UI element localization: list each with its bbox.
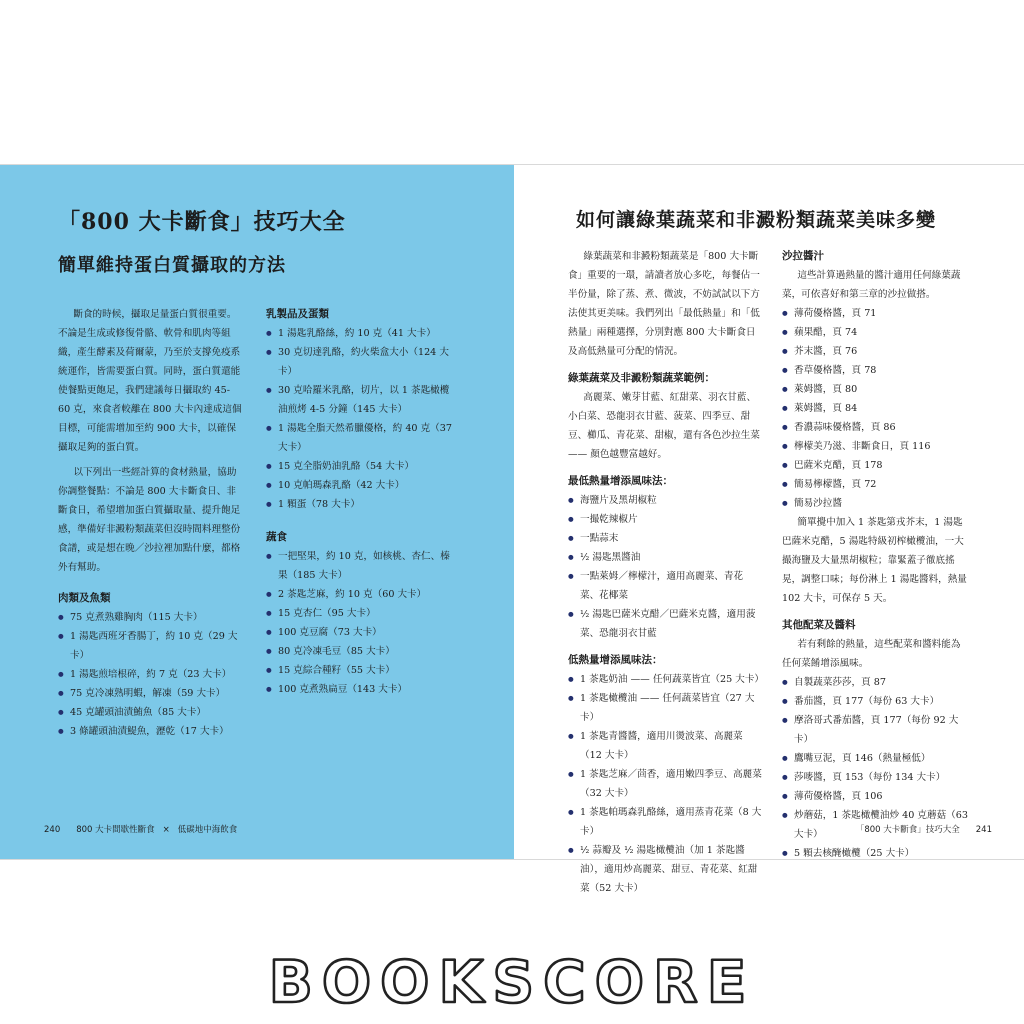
list-item: ● 10 克帕瑪森乳酪（42 大卡） [266, 476, 458, 495]
list-item: ● 1 茶匙奶油 —— 任何蔬菜皆宜（25 大卡） [568, 670, 762, 689]
lowest-cal-list [568, 491, 762, 643]
list-item: ● 萊姆醬，頁 80 [782, 380, 970, 399]
list-item: ● 1 茶匙帕瑪森乳酪絲，適用蒸青花菜（8 大卡） [568, 803, 762, 841]
book-spread [0, 164, 1024, 894]
list-item: ● 薄荷優格醬，頁 71 [782, 304, 970, 323]
list-item: ● 1 茶匙芝麻／茴香，適用嫩四季豆、高麗菜（32 大卡） [568, 765, 762, 803]
list-item: ● 15 克綜合種籽（55 大卡） [266, 661, 458, 680]
list-item: ● 自製蔬菜莎莎，頁 87 [782, 673, 970, 692]
sides-heading: 其他配菜及醬料 [782, 619, 856, 631]
list-item: ● 75 克煮熟雞胸肉（115 大卡） [58, 608, 242, 627]
list-item: ● 芥末醬，頁 76 [782, 342, 970, 361]
list-item: ● ½ 蒜瓣及 ½ 湯匙橄欖油（加 1 茶匙醬油），適用炒高麗菜、甜豆、青花菜、紅甜菜（52 大卡） [568, 841, 762, 898]
right-page [514, 165, 1024, 894]
list-item: ● 30 克切達乳酪，約火柴盒大小（124 大卡） [266, 343, 458, 381]
list-item: ● 15 克全脂奶油乳酪（54 大卡） [266, 457, 458, 476]
list-item: ● 1 茶匙橄欖油 —— 任何蔬菜皆宜（27 大卡） [568, 689, 762, 727]
intro-paragraph: 以下列出一些經計算的食材熱量，協助你調整餐點：不論是 800 大卡斷食日、非斷食日，希望增加蛋白質攝取量、提升飽足感，準備好非澱粉類蔬菜但沒時間料理整份食譜，或是想在晚／沙拉裡加點什麼，都格外有幫助。 [58, 467, 241, 573]
intro-paragraph: 綠葉蔬菜和非澱粉類蔬菜是「800 大卡斷食」重要的一環，請讀者放心多吃，每餐佔一半份量，除了蒸、煮、微波，不妨試試以下方法使其更美味。我們列出「最低熱量」和「低熱量」兩種選擇，分別對應 800 大卡斷食日及高低熱量可分配的情況。 [568, 251, 760, 357]
bookscore-logo [0, 948, 1024, 1022]
list-item: ● 蘋果醋，頁 74 [782, 323, 970, 342]
list-item: ● 100 克豆腐（73 大卡） [266, 623, 458, 642]
low-cal-heading: 低熱量增添風味法： [568, 654, 663, 666]
dressings-text: 這些計算過熱量的醬汁適用任何綠葉蔬菜，可依喜好和第三章的沙拉做搭。 [782, 270, 961, 300]
list-item: ● 1 顆蛋（78 大卡） [266, 495, 458, 514]
list-item: ● 1 湯匙全脂天然希臘優格，約 40 克（37 大卡） [266, 419, 458, 457]
list-item: ● 簡易檸檬醬，頁 72 [782, 475, 970, 494]
meat-fish-heading: 肉類及魚類 [58, 592, 111, 604]
veg-heading: 蔬食 [266, 531, 287, 543]
list-item: ● 15 克杏仁（95 大卡） [266, 604, 458, 623]
book-series: 800 大卡間歇性斷食 [76, 825, 155, 835]
lowest-cal-heading: 最低熱量增添風味法： [568, 475, 673, 487]
list-item: ● ½ 湯匙黑醬油 [568, 548, 762, 567]
left-folio [44, 823, 245, 835]
list-item: ● 45 克罐頭油漬鮪魚（85 大卡） [58, 703, 242, 722]
list-item: ● 簡易沙拉醬 [782, 494, 970, 513]
list-item: ● 1 湯匙西班牙香腸丁，約 10 克（29 大卡） [58, 627, 242, 665]
page-title: 「800 大卡斷食」技巧大全 [58, 209, 346, 235]
list-item: ● 一點蒜末 [568, 529, 762, 548]
list-item: ● 1 湯匙煎培根碎，約 7 克（23 大卡） [58, 665, 242, 684]
list-item: ● 3 條罐頭油漬鯷魚，瀝乾（17 大卡） [58, 722, 242, 741]
list-item: ● 摩洛哥式番茄醬，頁 177（每份 92 大卡） [782, 711, 970, 749]
examples-text: 高麗菜、嫩芽甘藍、紅甜菜、羽衣甘藍、小白菜、恐龍羽衣甘藍、菠菜、四季豆、甜豆、櫛瓜、青花菜、甜椒，還有各色沙拉生菜 —— 顏色越豐富越好。 [568, 392, 760, 460]
list-item: ● 巴薩米克醋，頁 178 [782, 456, 970, 475]
dairy-eggs-list [266, 324, 458, 514]
meat-fish-list [58, 608, 242, 741]
list-item: ● 80 克冷凍毛豆（85 大卡） [266, 642, 458, 661]
book-title: 低碳地中海飲食 [177, 825, 238, 835]
foods-column [266, 305, 458, 699]
list-item: ● 一撮乾辣椒片 [568, 510, 762, 529]
low-cal-list [568, 670, 765, 898]
list-item: ● 1 湯匙乳酪絲，約 10 克（41 大卡） [266, 324, 458, 343]
intro-column [58, 305, 242, 741]
list-item: ● 2 茶匙芝麻，約 10 克（60 大卡） [266, 585, 458, 604]
list-item: ● 75 克冷凍熟明蝦，解凍（59 大卡） [58, 684, 242, 703]
sides-text: 若有剩餘的熱量，這些配菜和醬料能為任何菜餚增添風味。 [782, 639, 961, 669]
list-item: ● 100 克煮熟扁豆（143 大卡） [266, 680, 458, 699]
running-title: 「800 大卡斷食」技巧大全 [855, 825, 960, 835]
list-item: ● 番茄醬，頁 177（每份 63 大卡） [782, 692, 970, 711]
watermark-wordmark [262, 948, 762, 1018]
veg-tips-column [568, 247, 765, 898]
list-item: ● ½ 湯匙巴薩米克醋／巴薩米克醬，適用菠菜、恐龍羽衣甘藍 [568, 605, 762, 643]
list-item: ● 一把堅果，約 10 克，如核桃、杏仁、榛果（185 大卡） [266, 547, 458, 585]
list-item: ● 炒蘑菇，1 茶匙橄欖油炒 40 克蘑菇（63 大卡） [782, 806, 970, 844]
page-number: 240 [44, 825, 61, 835]
list-item: ● 5 顆去核醃橄欖（25 大卡） [782, 844, 970, 863]
dressings-list [782, 304, 970, 513]
list-item: ● 莎嘜醬，頁 153（每份 134 大卡） [782, 768, 970, 787]
list-item: ● 香濃蒜味優格醬，頁 86 [782, 418, 970, 437]
page-number: 241 [975, 825, 992, 835]
dressing-recipe-note: 簡單攪中加入 1 茶匙第戎芥末，1 湯匙巴薩米克醋，5 湯匙特級初榨橄欖油，一大撮海鹽及大量黑胡椒粒；靠緊蓋子徹底搖晃，調整口味；每份淋上 1 湯匙醬料，熱量 102 大卡，可保存 5 天。 [782, 517, 967, 604]
list-item: ● 一點萊姆／檸檬汁，適用高麗菜、青花菜、花椰菜 [568, 567, 762, 605]
examples-heading: 綠葉蔬菜及非澱粉類蔬菜範例： [568, 372, 715, 384]
intro-paragraph: 斷食的時候，攝取足量蛋白質很重要。不論是生成或修復骨骼、軟骨和肌肉等組織，產生酵素及荷爾蒙，乃至於支撐免疫系統運作，皆需要蛋白質。同時，蛋白質還能使餐點更飽足，我們建議每日攝取約 45-60 克，來食者較離在 800 大卡內達成這個目標，可能需增加至約 900 大卡，以確保攝取足夠的蛋白質。 [58, 309, 242, 453]
veg-list [266, 547, 458, 699]
right-folio [848, 823, 992, 835]
left-page [0, 165, 514, 859]
list-item: ● 海鹽片及黑胡椒粒 [568, 491, 762, 510]
list-item: ● 鷹嘴豆泥，頁 146（熱量極低） [782, 749, 970, 768]
list-item: ● 香草優格醬，頁 78 [782, 361, 970, 380]
page-title: 如何讓綠葉蔬菜和非澱粉類蔬菜美味多變 [576, 209, 937, 231]
list-item: ● 薄荷優格醬，頁 106 [782, 787, 970, 806]
page-subtitle: 簡單維持蛋白質攝取的方法 [58, 255, 286, 276]
dairy-eggs-heading: 乳製品及蛋類 [266, 308, 329, 320]
svg-text:BOOKSCORE: BOOKSCORE [268, 948, 756, 1016]
list-item: ● 檸檬美乃滋、非斷食日，頁 116 [782, 437, 970, 456]
list-item: ● 30 克哈羅米乳酪，切片，以 1 茶匙橄欖油煎烤 4-5 分鐘（145 大卡） [266, 381, 458, 419]
list-item: ● 萊姆醬，頁 84 [782, 399, 970, 418]
dressings-column [782, 247, 970, 863]
list-item: ● 1 茶匙青醬醬，適用川燙波菜、高麗菜（12 大卡） [568, 727, 762, 765]
folio-separator: × [162, 825, 170, 835]
dressings-heading: 沙拉醬汁 [782, 250, 824, 262]
